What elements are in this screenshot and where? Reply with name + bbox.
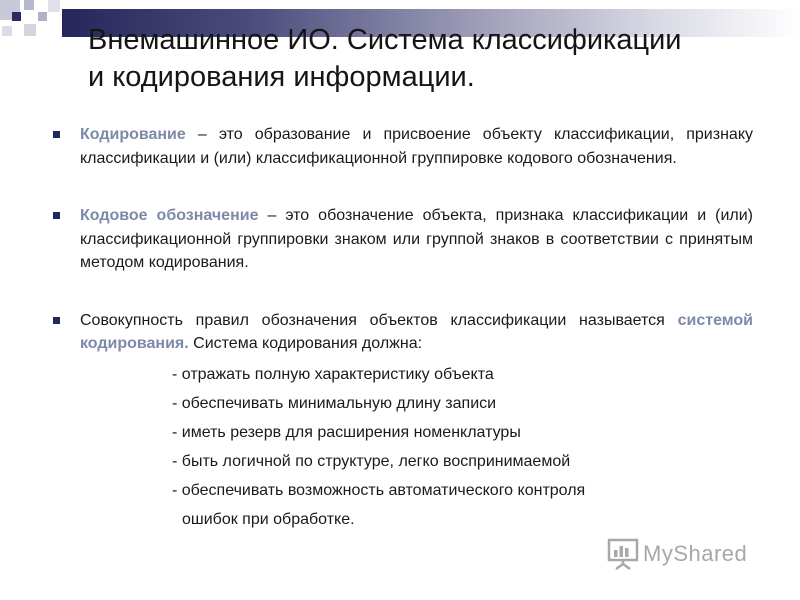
requirements-list (80, 360, 753, 534)
bullet-square-icon (53, 317, 60, 324)
corner-square (38, 12, 47, 21)
title-line-2: и кодирования информации. (88, 61, 475, 93)
bullet-square-icon (53, 131, 60, 138)
requirement-item: - обеспечивать возможность автоматического контроля (172, 481, 586, 499)
bullet-coding-system (50, 309, 753, 534)
watermark-logo (607, 537, 747, 571)
requirement-item: - быть логичной по структуре, легко воспринимаемой (172, 452, 571, 470)
corner-square (48, 0, 60, 12)
slide-title (88, 22, 778, 96)
presentation-board-icon (607, 537, 639, 571)
corner-square (2, 26, 12, 36)
title-line-1: Внемашинное ИО. Система классификации (88, 24, 682, 56)
corner-square (24, 0, 34, 10)
term-coding-system: системой кодирования. (80, 311, 753, 352)
term-coding: Кодирование (80, 126, 186, 143)
bullet-coding-definition (50, 123, 753, 170)
requirement-item-continuation: ошибок при обработке. (182, 510, 355, 528)
watermark-text: MyShared (643, 541, 748, 566)
requirement-item: - обеспечивать минимальную длину записи (172, 394, 497, 412)
corner-square (24, 24, 36, 36)
bullet-square-icon (53, 212, 60, 219)
definition-text: – это обозначение объекта, признака классификации и (или) классификационной группировки знаком или группой знаков в соответствии с принятым методом кодирования. (80, 207, 753, 271)
bullet-code-designation (50, 204, 753, 275)
definition-text: – это образование и присвоение объекту классификации, признаку классификации и (или) классификационной группировке кодового обозначения. (80, 126, 753, 167)
term-code-designation: Кодовое обозначение (80, 207, 259, 224)
corner-square (12, 12, 21, 21)
definition-text: Совокупность правил обозначения объектов классификации называется (80, 311, 678, 329)
requirement-item: - отражать полную характеристику объекта (172, 365, 494, 383)
definition-text: Система кодирования должна: (188, 335, 423, 352)
slide-content (50, 123, 753, 534)
requirement-item: - иметь резерв для расширения номенклатуры (172, 423, 521, 441)
